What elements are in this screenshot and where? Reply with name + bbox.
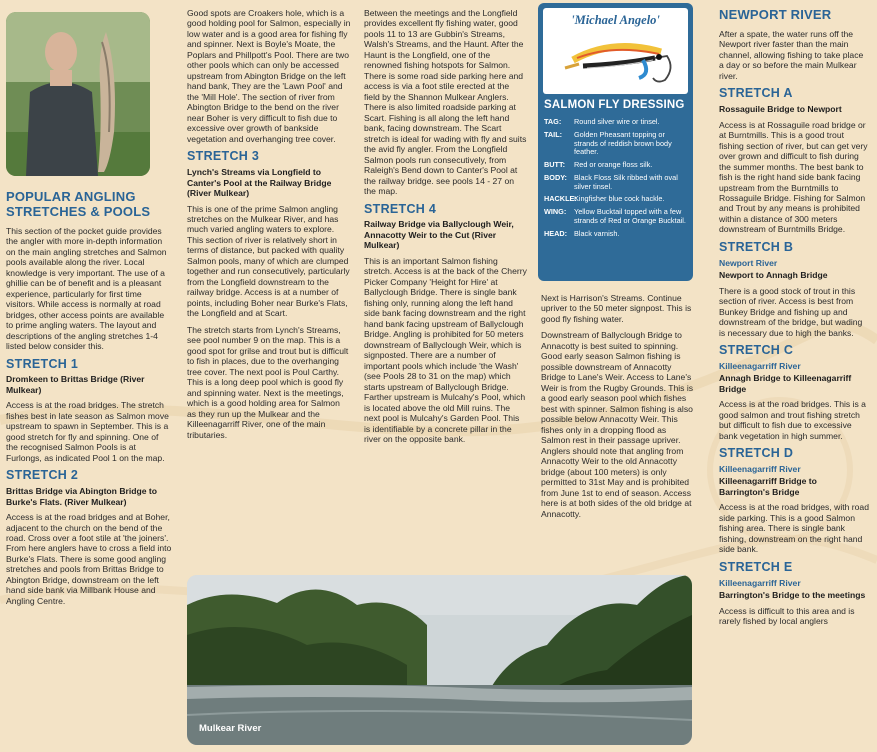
stretch-3-paragraph-2: The stretch starts from Lynch's Streams, see pool number 9 on the map. This is a good spot for grilse and trout but is difficult to fish in places, due to the overhanging tree cover. The next pool is Poul Carthy. This is a long deep pool which is good fly and spinning water. Next is the meetings, which is a good holding area for Salmon as they run up the Mulkear and the Killeenagarriff River, one of the main tributaries.: [187, 324, 349, 440]
stretch-e-title: STRETCH E: [719, 559, 793, 574]
fly-dressing-heading: SALMON FLY DRESSING: [544, 99, 685, 111]
stretch-1-body: Access is at the road bridges. The stretch fishes best in late season as Salmon move upstream to spawn in September. This is a good stretch for fly and spinning. One of the recognised Salmon Pools is at Furlongs, as indicated Pool 1 on the map.: [6, 400, 169, 463]
stretch-e-river: Killeenagarriff River: [719, 577, 801, 588]
stretch-4-title: STRETCH 4: [364, 201, 437, 216]
column-2: [187, 8, 351, 446]
dressing-row-tag: TAG: Round silver wire or tinsel.: [544, 117, 660, 126]
stretch-1-title: STRETCH 1: [6, 356, 79, 371]
stretch-a-title: STRETCH A: [719, 86, 793, 101]
stretch-e-body: Access is difficult to this area and is rarely fished by local anglers: [719, 605, 855, 627]
dressing-row-head: HEAD: Black varnish.: [544, 228, 620, 238]
stretch-b-subtitle: Newport to Annagh Bridge: [719, 270, 828, 281]
stretch-c-river: Killeenagarriff River: [719, 360, 801, 371]
col2-paragraph-1: Good spots are Croakers hole, which is a good holding pool for Salmon, especially in low water and is a good area for fishing fly and spinner. Next is Boyle's Moate, the Poplars and Phillpott's Pool. There are two other pools which can only be accessed upstream from Abington Bridge on the left hand bank, They are the 'Lawn Pool' and the 'Mill Hole'. The section of river from Abington Bridge to the bend on the river near Boher is very difficult to fish due to excessive over growth of bankside vegetation and overhanging tree cover.: [187, 8, 351, 144]
stretch-2-body: Access is at the road bridges and at Boher, adjacent to the church on the bend of the road. Cross over a foot stile at 'the joiners'. From here anglers have to cross a field into Burke's Flats. There is some good angling stretches and pools from Brittas Bridge to Abington Bridge, downstream on the left hand side bank via Millbank House and Angling Centre.: [6, 512, 172, 606]
intro-paragraph: This section of the pocket guide provides the angler with more in-depth information on the main angling stretches and Salmon pools available along the river. Local knowledge is very important. The use of a ghillie can be of benefit and is a pleasant experience, particularly for first time visitors. While access is normally at road bridges, other access points are available to prime angling waters. The layout and descriptions of the angling stretches 1-4 listed below consider this.: [6, 225, 167, 352]
river-photo: [187, 575, 692, 745]
stretch-d-subtitle: Killeenagarriff Bridge to Barrington's Bridge: [719, 476, 817, 497]
newport-river-title: NEWPORT RIVER: [719, 7, 832, 22]
stretch-b-body: There is a good stock of trout in this section of river. Access is best from Bunkey Bridge and fishing up and downstream of the bridge, but wading is necessary due to high the banks.: [719, 285, 863, 338]
stretch-a-body: Access is at Rossaguile road bridge or at Burntmills. This is a good trout fishing section of river, but can get very over grown and difficult to fish during the summer months. The best bank to fish is the right hand side bank facing upstream from the Burntmills to Rossaguile Bridge. Fishing for Salmon and Trout by any means is prohibited within a distance of 300 meters downstream of Burntmills Bridge.: [719, 119, 868, 235]
col4-paragraph-1: Next is Harrison's Streams. Continue upriver to the 50 meter signpost. This is good fly fishing water.: [541, 293, 692, 324]
stretch-e-subtitle: Barrington's Bridge to the meetings: [719, 590, 866, 601]
stretch-1-subtitle: Dromkeen to Brittas Bridge (River Mulkear): [6, 374, 145, 395]
dressing-row-butt: BUTT: Red or orange floss silk.: [544, 160, 653, 169]
angler-photo: [6, 12, 150, 176]
fly-name: 'Michael Angelo': [571, 13, 660, 27]
stretch-d-title: STRETCH D: [719, 446, 794, 461]
stretch-3-paragraph-1: This is one of the prime Salmon angling stretches on the Mulkear River, and has much varied angling waters to explore. This section of river is relatively short in terms of distance, but packed with quality Salmon pools, many of which are clumped together and run consecutively, particularly from the Longfield downstream to the railway bridge. Access is at a number of points, including Boher near Burke's Flats, the Longfield and at Scart.: [187, 203, 350, 319]
stretch-2-title: STRETCH 2: [6, 468, 79, 483]
stretch-3-title: STRETCH 3: [187, 149, 260, 164]
salmon-fly-dressing-panel: [538, 3, 693, 281]
stretch-a-subtitle: Rossaguile Bridge to Newport: [719, 104, 842, 115]
stretch-c-body: Access is at the road bridges. This is a good salmon and trout fishing stretch but difficult to fish due to excessive bank vegetation in high summer.: [719, 399, 866, 441]
dressing-row-body: BODY: Black Floss Silk ribbed with oval silver tinsel.: [544, 172, 678, 191]
fly-dressing-table: [544, 118, 690, 242]
column-5: [719, 0, 869, 633]
river-photo-caption: Mulkear River: [199, 723, 262, 734]
stretch-4-body: This is an important Salmon fishing stretch. Access is at the back of the Cherry Picker Company 'Height for Hire' at Ballyclough Bridge. There is single bank fishing only, running along the left hand side bank facing downstream and the right hand bank facing upstream of Ballyclough Bridge. Angling is prohibited for 50 meters downstream of Ballyclough Weir, which is signposted. There are a number of important pools which include 'the Wash' (see Pools 28 to 31 on the map) which starts upstream of Ballyclough Bridge. Farther upstream is Mulcahy's Pool, which is located above the old Mill ruins. The next pool is Mulcahy's Garden Pool. This is identifiable by a concrete pillar in the river on the opposite bank.: [364, 255, 527, 445]
stretch-b-river: Newport River: [719, 257, 778, 268]
stretch-d-river: Killeenagarriff River: [719, 463, 801, 474]
stretch-c-subtitle: Annagh Bridge to Killeenagarriff Bridge: [719, 373, 852, 394]
column-4: [541, 293, 694, 525]
stretch-c-title: STRETCH C: [719, 343, 794, 358]
stretch-d-body: Access is at the road bridges, with road side parking. This is a good Salmon fishing area. There is single bank fishing, downstream on the right hand side bank.: [719, 502, 869, 555]
stretch-3-subtitle: Lynch's Streams via Longfield to Canter's Pool at the Railway Bridge (River Mulkear): [187, 167, 332, 199]
dressing-row-wing: WING: Yellow Bucktail topped with a few strands of Red or Orange Bucktail.: [544, 207, 686, 225]
col4-paragraph-2: Downstream of Ballyclough Bridge to Annacotty is best suited to spinning. Good early season Salmon fishing is possible downstream of Annacotty Bridge to Lane's Weir. Access to Lane's Weir is from the Rugby Grounds. This is a good early season pool which fishes best with spinner. Salmon fishing is also possible below Annacotty Weir. This fishes only in a dropping flood as Salmon rest in their passage upriver. Anglers should note that angling from Annacotty Weir to the old Annacotty bridge (about 100 meters) is only permitted to 31st May and is prohibited from June 1st to end of season. Access here is at both sides of the old bridge at Annacotty.: [541, 330, 694, 519]
popular-angling-title: POPULAR ANGLING STRETCHES & POOLS: [6, 189, 151, 219]
stretch-4-subtitle: Railway Bridge via Ballyclough Weir, Annacotty Weir to the Cut (River Mulkear): [364, 219, 514, 251]
stretch-b-title: STRETCH B: [719, 239, 794, 254]
fly-illustration: [543, 8, 688, 94]
newport-intro: After a spate, the water runs off the Newport river faster than the main channel, allowing fishing to take place a day or so before the main Mulkear river.: [719, 28, 864, 81]
col3-paragraph-1: Between the meetings and the Longfield provides excellent fly fishing water, good pools 11 to 13 are Gubbin's Streams, Walsh's Streams, and the Haunt. After the Haunt is the Longfield, one of the renowned fishing hotspots for Salmon. There is some road side parking here and access is via a foot stile erected at the field by the Shannon Mulkear Anglers. There is also limited roadside parking at Scart. Fishing is all along the left hand bank, facing downstream. The Scart stretch is ideal for wading with fly and suits the avid fly angler. From the Longfield Salmon pools run consecutively, from Raleigh's Bend down to Canter's Pool at the railway bridge. see pools 14 - 27 on the map.: [364, 8, 527, 197]
dressing-row-hackle: HACKLE: Kingfisher blue cock hackle.: [544, 194, 665, 204]
dressing-row-tail: TAIL: Golden Pheasant topping or strands of reddish brown body feather.: [544, 129, 672, 157]
stretch-2-subtitle: Brittas Bridge via Abington Bridge to Burke's Flats. (River Mulkear): [6, 486, 158, 507]
column-3: [364, 8, 527, 451]
